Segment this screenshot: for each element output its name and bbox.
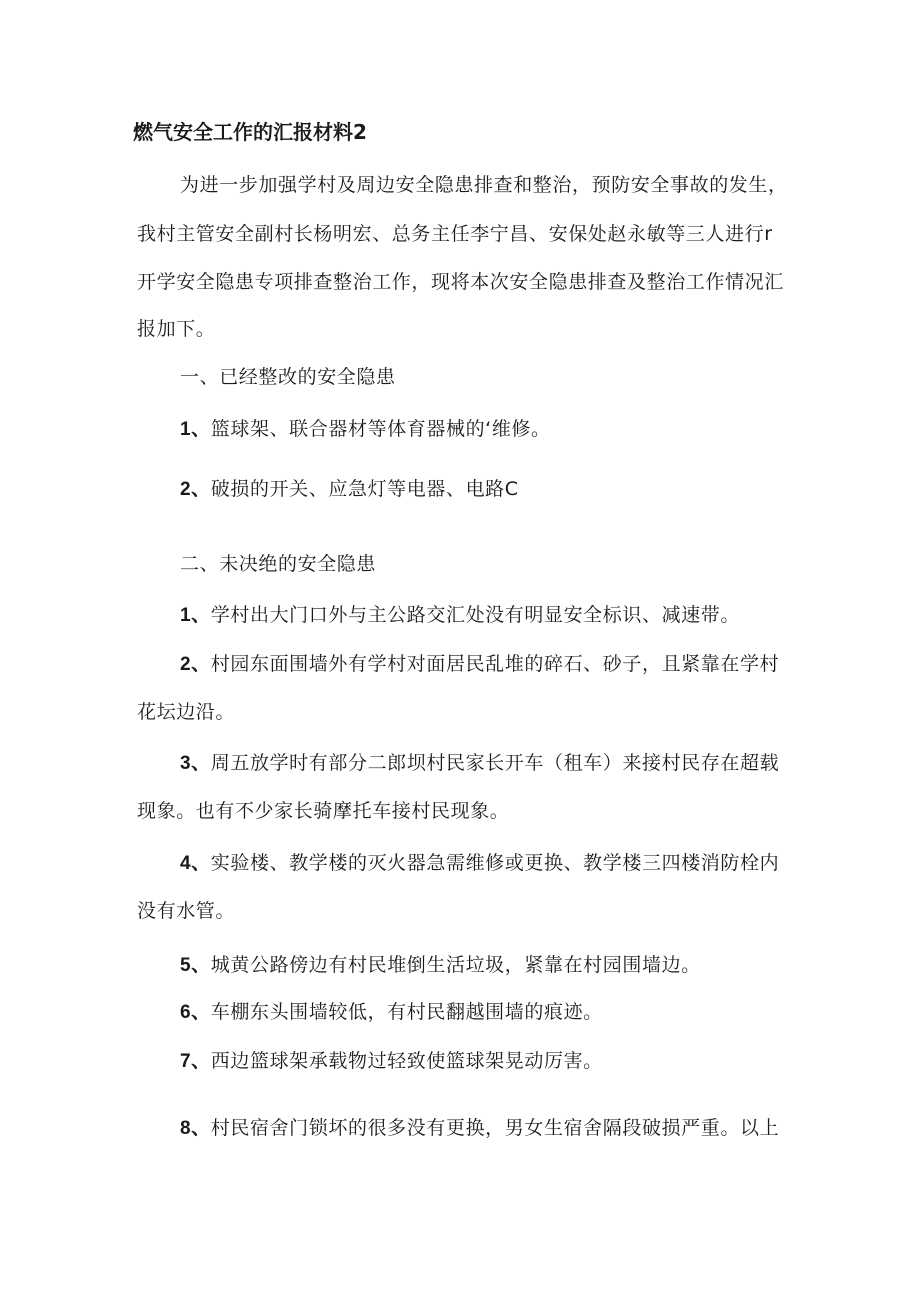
item-number: 2、 [180,654,211,675]
item-number: 4、 [180,853,211,874]
section1-heading: 一、已经整改的安全隐患 [180,366,396,388]
item-text: 村民宿舍门锁坏的很多没有更换，男女生宿舍隔段破损严重。以上 [210,1117,780,1139]
section2-item-1 [180,600,740,627]
item-number: 2、 [180,479,211,500]
item-text: 车棚东头围墙较低，有村民翻越围墙的痕迹。 [210,1001,603,1023]
item-text: 村园东面围墙外有学村对面居民乱堆的碎石、砂子，且紧靠在学村 [210,653,780,675]
item-text: 学村出大门口外与主公路交汇处没有明显安全标识、减速带。 [210,604,740,626]
item-number: 3、 [180,753,211,774]
item-number: 6、 [180,1002,211,1023]
item-text: 周五放学时有部分二郎坝村民家长开车（租车）来接村民存在超载 [210,752,780,774]
intro-line-4: 报加下。 [137,318,216,340]
item-number: 7、 [180,1051,211,1072]
section2-item-2 [180,649,779,676]
item-text: 破损的开关、应急灯等电器、电路C [210,478,519,500]
section1-item-1 [180,414,551,441]
item-text: 西边篮球架承载物过轻致使篮球架晃动厉害。 [210,1050,603,1072]
item-number: 1、 [180,605,211,626]
section2-item-6 [180,997,603,1024]
item-number: 8、 [180,1118,211,1139]
section2-item-3 [180,748,779,775]
intro-line-2: 我村主管安全副村长杨明宏、总务主任李宁昌、安保处赵永敏等三人进行r [137,223,773,245]
section2-heading: 二、未决绝的安全隐患 [180,553,377,575]
section2-item-8 [180,1113,779,1140]
intro-line-3: 开学安全隐患专项排查整治工作，现将本次安全隐患排查及整治工作情况汇 [137,271,784,293]
section2-item-5 [180,950,701,977]
section2-item-3-continued: 现象。也有不少家长骑摩托车接村民现象。 [137,800,510,822]
section2-item-2-continued: 花坛边沿。 [137,701,236,723]
intro-line-1: 为进一步加强学村及周边安全隐患排查和整治，预防安全事故的发生， [180,174,788,196]
section2-item-7 [180,1046,603,1073]
section2-item-4 [180,848,779,875]
item-number: 5、 [180,955,211,976]
section1-item-2 [180,474,519,501]
item-text: 城黄公路傍边有村民堆倒生活垃圾，紧靠在村园围墙边。 [210,954,701,976]
section2-item-4-continued: 没有水管。 [137,900,236,922]
document-title: 燃气安全工作的汇报材料2 [133,120,367,144]
item-text: 实验楼、教学楼的灭火器急需维修或更换、教学楼三四楼消防栓内 [210,852,780,874]
item-number: 1、 [180,419,211,440]
item-text: 篮球架、联合器材等体育器械的‘维修。 [210,418,551,440]
